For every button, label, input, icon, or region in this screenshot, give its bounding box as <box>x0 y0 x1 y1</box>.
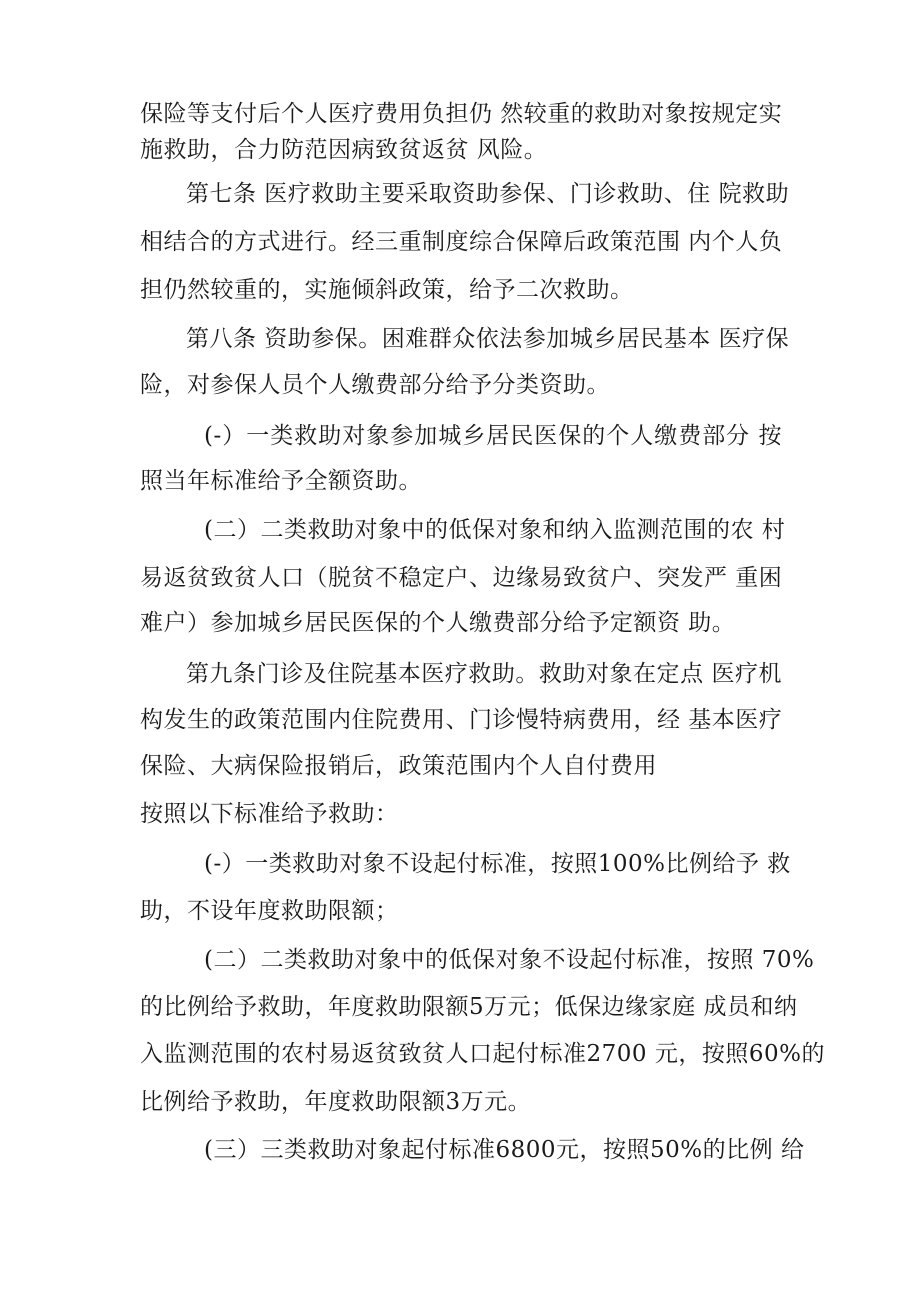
clause-line: (-）一类救助对象参加城乡居民医保的个人缴费部分 按 <box>204 423 782 449</box>
text-line: 相结合的方式进行。经三重制度综合保障后政策范围 内个人负 <box>140 229 783 255</box>
text-line: 易返贫致贫人口（脱贫不稳定户、边缘易致贫户、突发严 重困 <box>140 565 783 591</box>
text-line: 照当年标准给予全额资助。 <box>140 468 422 494</box>
text-line: 险，对参保人员个人缴费部分给予分类资助。 <box>140 372 610 398</box>
clause-line: (-）一类救助对象不设起付标准，按照100%比例给予 救 <box>204 851 791 877</box>
clause-line: (二）二类救助对象中的低保对象不设起付标准，按照 70% <box>204 947 815 973</box>
text-line: 保险等支付后个人医疗费用负担仍 然较重的救助对象按规定实 <box>140 101 783 127</box>
clause-line: (三）三类救助对象起付标准6800元，按照50%的比例 给 <box>204 1137 805 1163</box>
text-line: 保险、大病保险报销后，政策范围内个人自付费用 <box>140 753 657 779</box>
clause-line: (二）二类救助对象中的低保对象和纳入监测范围的农 村 <box>204 517 786 543</box>
text-line: 入监测范围的农村易返贫致贫人口起付标准2700 元，按照60%的 <box>140 1041 825 1067</box>
text-line: 按照以下标准给予救助： <box>140 801 399 827</box>
text-line: 比例给予救助，年度救助限额3万元。 <box>140 1089 532 1115</box>
text-line: 难户）参加城乡居民医保的个人缴费部分给予定额资 助。 <box>140 610 736 636</box>
text-line: 构发生的政策范围内住院费用、门诊慢特病费用，经 基本医疗 <box>140 707 783 733</box>
text-line: 施救助，合力防范因病致贫返贫 风险。 <box>140 137 548 163</box>
article-8-line: 第八条 资助参保。困难群众依法参加城乡居民基本 医疗保 <box>186 326 790 352</box>
text-line: 助，不设年度救助限额； <box>140 898 399 924</box>
article-7-line: 第七条 医疗救助主要采取资助参保、门诊救助、住 院救助 <box>186 181 790 207</box>
article-9-line: 第九条门诊及住院基本医疗救助。救助对象在定点 医疗机 <box>186 661 782 687</box>
text-line: 的比例给予救助，年度救助限额5万元；低保边缘家庭 成员和纳 <box>140 994 798 1020</box>
text-line: 担仍然较重的，实施倾斜政策，给予二次救助。 <box>140 277 634 303</box>
